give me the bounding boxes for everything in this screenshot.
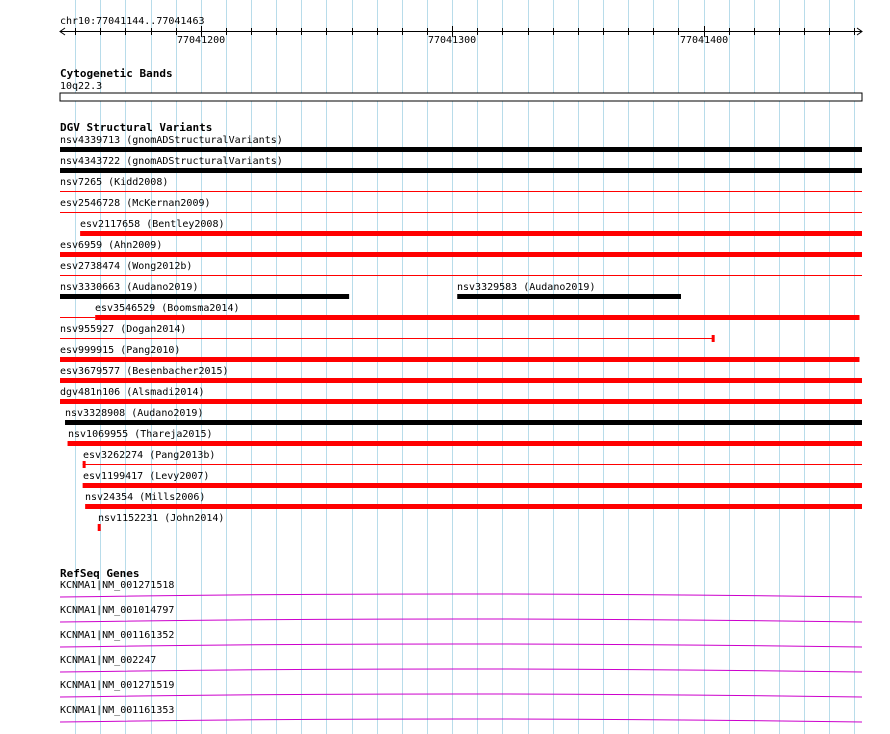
refseq-gene-label: KCNMA1|NM_001161352 (60, 630, 175, 641)
dgv-variant-label: nsv3330663 (Audano2019) (60, 282, 199, 293)
dgv-variant-label: nsv24354 (Mills2006) (85, 492, 206, 503)
refseq-track (60, 594, 862, 722)
dgv-variant-bar[interactable] (60, 357, 859, 362)
dgv-variant-label: esv3262274 (Pang2013b) (83, 450, 216, 461)
dgv-variant-bar[interactable] (60, 378, 862, 383)
dgv-variant-bar[interactable] (85, 504, 862, 509)
refseq-gene-line[interactable] (60, 719, 862, 722)
dgv-variant-bar[interactable] (60, 399, 862, 404)
dgv-variant-mark[interactable] (98, 524, 101, 531)
refseq-gene-line[interactable] (60, 644, 862, 647)
dgv-track-title: DGV Structural Variants (60, 121, 213, 134)
dgv-variant-bar[interactable] (60, 168, 862, 173)
refseq-track-title: RefSeq Genes (60, 567, 140, 580)
refseq-gene-label: KCNMA1|NM_001161353 (60, 705, 175, 716)
dgv-variant-label: esv3679577 (Besenbacher2015) (60, 366, 229, 377)
dgv-variant-label: nsv3328908 (Audano2019) (65, 408, 204, 419)
refseq-gene-line[interactable] (60, 619, 862, 622)
refseq-gene-line[interactable] (60, 594, 862, 597)
dgv-variant-label: nsv955927 (Dogan2014) (60, 324, 187, 335)
dgv-variant-label: nsv1152231 (John2014) (98, 513, 225, 524)
dgv-variant-end-mark (712, 335, 715, 342)
dgv-variant-label: esv999915 (Pang2010) (60, 345, 181, 356)
dgv-variant-label: nsv1069955 (Thareja2015) (68, 429, 213, 440)
refseq-gene-label: KCNMA1|NM_001271518 (60, 580, 175, 591)
refseq-gene-label: KCNMA1|NM_001014797 (60, 605, 175, 616)
dgv-variant-bar[interactable] (457, 294, 681, 299)
dgv-variant-label: esv2117658 (Bentley2008) (80, 219, 225, 230)
dgv-variant-bar[interactable] (95, 315, 859, 320)
cytoband-label: 10q22.3 (60, 81, 103, 92)
dgv-variant-label: nsv4339713 (gnomADStructuralVariants) (60, 135, 283, 146)
ruler-tick-label: 77041300 (428, 35, 477, 46)
dgv-variant-label: esv6959 (Ahn2009) (60, 240, 163, 251)
dgv-variant-label: nsv4343722 (gnomADStructuralVariants) (60, 156, 283, 167)
ruler-location-label: chr10:77041144..77041463 (60, 16, 205, 27)
dgv-variant-bar[interactable] (65, 420, 862, 425)
dgv-variant-label: nsv3329583 (Audano2019) (457, 282, 596, 293)
cytoband-track (60, 93, 862, 101)
dgv-variant-label: esv2546728 (McKernan2009) (60, 198, 211, 209)
dgv-variant-label: dgv481n106 (Alsmadi2014) (60, 387, 205, 398)
dgv-variant-label: esv2738474 (Wong2012b) (60, 261, 193, 272)
dgv-variant-label: esv3546529 (Boomsma2014) (95, 303, 240, 314)
ruler-tick-label: 77041400 (680, 35, 729, 46)
refseq-gene-label: KCNMA1|NM_002247 (60, 655, 157, 666)
dgv-variant-bar[interactable] (83, 483, 862, 488)
cytoband-track-title: Cytogenetic Bands (60, 67, 173, 80)
dgv-variant-bar[interactable] (60, 252, 862, 257)
dgv-variant-bar[interactable] (60, 147, 862, 152)
cytoband-bar (60, 93, 862, 101)
refseq-gene-line[interactable] (60, 694, 862, 697)
dgv-variant-label: nsv7265 (Kidd2008) (60, 177, 169, 188)
dgv-variant-start-mark (83, 461, 86, 468)
ruler-tick-label: 77041200 (177, 35, 226, 46)
dgv-variant-bar[interactable] (80, 231, 862, 236)
refseq-gene-line[interactable] (60, 669, 862, 672)
dgv-variant-bar[interactable] (60, 294, 349, 299)
dgv-variant-bar[interactable] (68, 441, 862, 446)
refseq-gene-label: KCNMA1|NM_001271519 (60, 680, 175, 691)
dgv-variant-label: esv1199417 (Levy2007) (83, 471, 210, 482)
